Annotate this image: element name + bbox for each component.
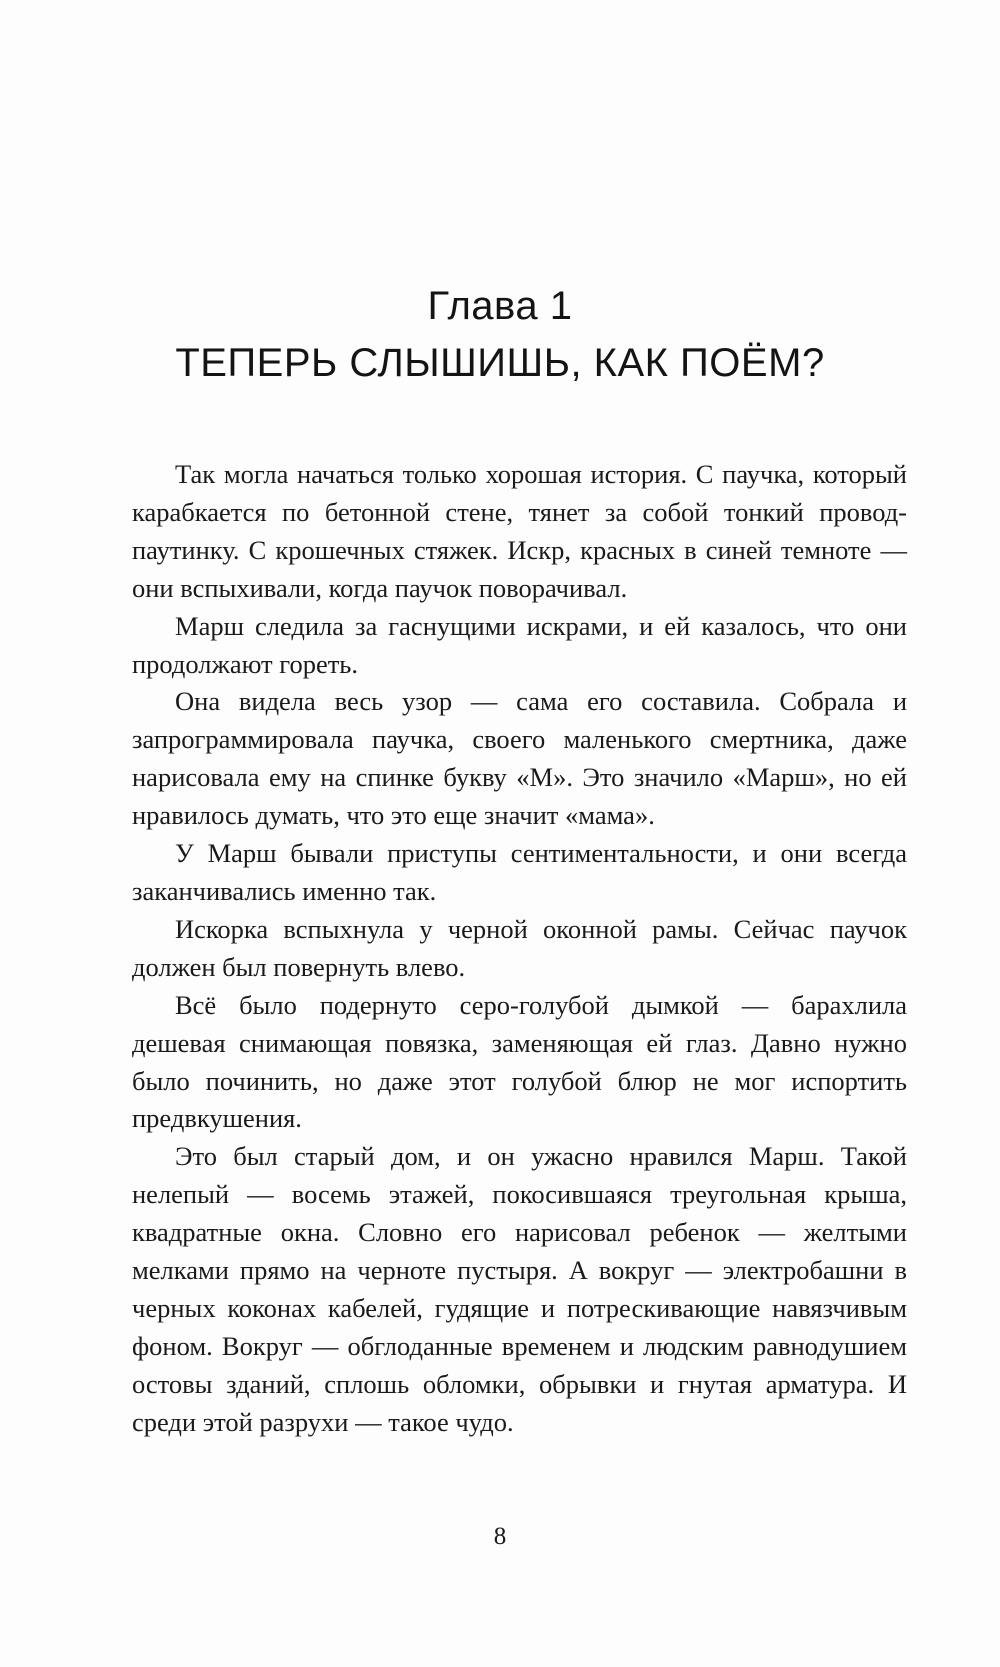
chapter-heading: [0, 278, 1000, 392]
chapter-number: Глава 1: [427, 284, 573, 328]
paragraph: У Марш бывали приступы сентиментальности, и они всегда заканчивались именно так.: [132, 838, 907, 906]
paragraph: Искорка вспыхнула у черной оконной рамы. Сейчас паучок должен был повернуть влево.: [132, 913, 907, 982]
chapter-title: ТЕПЕРЬ СЛЫШИШЬ, КАК ПОЁМ?: [175, 341, 825, 385]
chapter-body: [132, 456, 907, 1442]
paragraph: Всё было подернуто серо-голубой дымкой — барахлила дешевая снимающая повязка, заменяющая ей глаз. Давно нужно было починить, но даже этот голубой блюр не мог испортить предвкушения.: [132, 989, 907, 1134]
page-number: 8: [493, 1523, 507, 1550]
paragraph: Марш следила за гаснущими искрами, и ей казалось, что они продолжают гореть.: [132, 610, 907, 679]
paragraph: Это был старый дом, и он ужасно нравился Марш. Такой нелепый — восемь этажей, покосившаяся треугольная крыша, квадратные окна. Словно его нарисовал ребенок — желтыми мелками прямо на черноте пустыря. А вокруг — электробашни в черных коконах кабелей, гудящие и потрескивающие навязчивым фоном. Вокруг — обглоданные временем и людским равнодушием остовы зданий, сплошь обломки, обрывки и гнутая арматура. И среди этой разрухи — такое чудо.: [132, 1141, 907, 1437]
paragraph: Так могла начаться только хорошая история. С паучка, который карабкается по бетонной стене, тянет за собой тонкий провод-паутинку. С крошечных стяжек. Искр, красных в синей темноте — они вспыхивали, когда паучок поворачивал.: [132, 459, 907, 603]
paragraph: Она видела весь узор — сама его составила. Собрала и запрограммировала паучка, своего маленького смертника, даже нарисовала ему на спинке букву «М». Это значило «Марш», но ей нравилось думать, что это еще значит «мама».: [132, 686, 907, 831]
